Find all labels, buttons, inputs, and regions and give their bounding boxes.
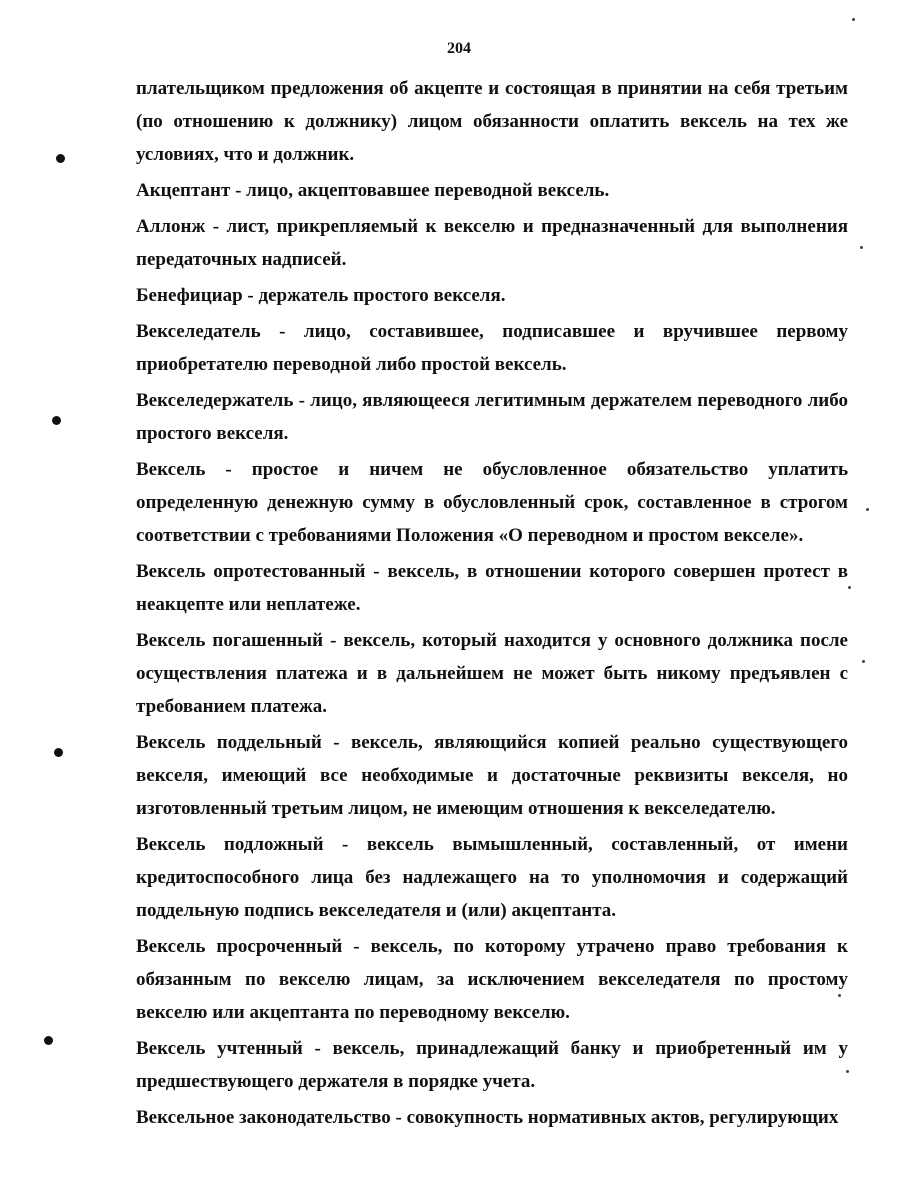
- paragraph-veksel-oprotestovanny: Вексель опротестованный - вексель, в отношении которого совершен протест в неакцепте или неплатеже.: [136, 561, 848, 615]
- paragraph-veksel-uchtenny: Вексель учтенный - вексель, принадлежащий банку и приобретенный им у предшествующего держателя в порядке учета.: [136, 1038, 848, 1092]
- paragraph-veksel-pogashenny: Вексель погашенный - вексель, который находится у основного должника после осуществления платежа и в дальнейшем не может быть никому предъявлен с требованием платежа.: [136, 630, 848, 717]
- paragraph-benefitsiar: Бенефициар - держатель простого векселя.: [136, 285, 506, 306]
- paragraph-veksel: Вексель - простое и ничем не обусловленное обязательство уплатить определенную денежную сумму в обусловленный срок, составленное в строгом соответствии с требованиями Положения «О переводном и простом векселе».: [136, 459, 848, 546]
- page-number: 204: [447, 40, 471, 57]
- scan-speck: [862, 660, 865, 663]
- binder-hole-mark: [52, 416, 61, 425]
- paragraph-vekselnoe-zakonodatelstvo: Вексельное законодательство - совокупность нормативных актов, регулирующих: [136, 1107, 839, 1128]
- paragraph-aktseptant: Акцептант - лицо, акцептовавшее переводной вексель.: [136, 180, 610, 201]
- scan-speck: [860, 246, 863, 249]
- paragraph-vekseledarzhatel: Векселедержатель - лицо, являющееся легитимным держателем переводного либо простого векселя.: [136, 390, 848, 444]
- paragraph-veksel-poddelny: Вексель поддельный - вексель, являющийся копией реально существующего векселя, имеющий все необходимые и достаточные реквизиты векселя, но изготовленный третьим лицом, не имеющим отношения к векселедателю.: [136, 732, 848, 819]
- scan-speck: [848, 586, 851, 589]
- binder-hole-mark: [44, 1036, 53, 1045]
- document-body: [136, 72, 848, 1134]
- scan-speck: [852, 18, 855, 21]
- scan-speck: [838, 994, 841, 997]
- binder-hole-mark: [56, 154, 65, 163]
- scan-speck: [866, 508, 869, 511]
- binder-hole-mark: [54, 748, 63, 757]
- paragraph-veksel-prosrochenny: Вексель просроченный - вексель, по которому утрачено право требования к обязанным по векселю лицам, за исключением векселедателя по простому векселю или акцептанта по переводному векселю.: [136, 936, 848, 1023]
- paragraph-veksel-podlozhny: Вексель подложный - вексель вымышленный, составленный, от имени кредитоспособного лица без надлежащего на то уполномочия и содержащий поддельную подпись векселедателя и (или) акцептанта.: [136, 834, 848, 921]
- paragraph-continuation: плательщиком предложения об акцепте и состоящая в принятии на себя третьим (по отношению к должнику) лицом обязанности оплатить вексель на тех же условиях, что и должник.: [136, 78, 848, 165]
- scan-speck: [846, 1070, 849, 1073]
- paragraph-vekseledatel: Векселедатель - лицо, составившее, подписавшее и вручившее первому приобретателю переводной либо простой вексель.: [136, 321, 848, 375]
- paragraph-allonzh: Аллонж - лист, прикрепляемый к векселю и предназначенный для выполнения передаточных надписей.: [136, 216, 848, 270]
